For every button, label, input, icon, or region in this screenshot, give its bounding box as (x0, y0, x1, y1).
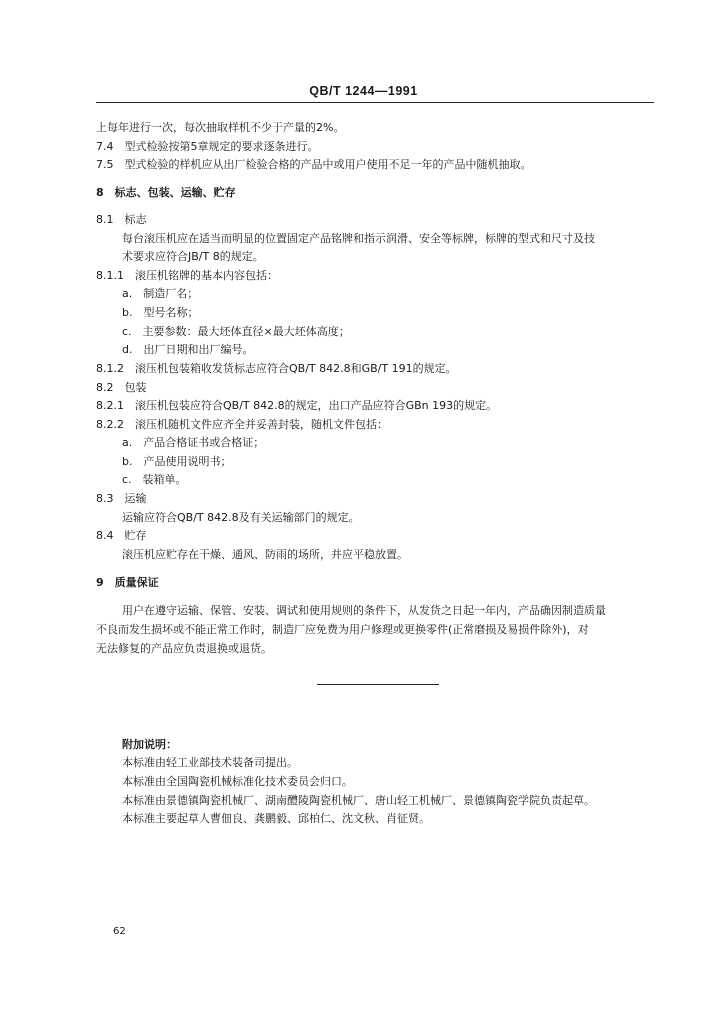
clause-8-2: 8.2 包装 (96, 381, 147, 394)
page-number: 62 (113, 926, 126, 937)
note-line: 本标准由景德镇陶瓷机械厂、湖南醴陵陶瓷机械厂、唐山轻工机械厂、景德镇陶瓷学院负责起草。 (122, 794, 595, 807)
list-item: b. 型号名称； (122, 306, 199, 319)
text-line: 滚压机应贮存在干燥、通风、防雨的场所，并应平稳放置。 (122, 548, 408, 561)
text-line: 用户在遵守运输、保管、安装、调试和使用规则的条件下，从发货之日起一年内，产品确因制造质量 (122, 604, 606, 617)
section-9-heading: 9 质量保证 (96, 576, 159, 589)
text-line: 每台滚压机应在适当而明显的位置固定产品铭牌和指示润滑、安全等标牌，标牌的型式和尺寸及技 (122, 232, 595, 245)
clause-8-1: 8.1 标志 (96, 213, 147, 226)
note-line: 本标准由全国陶瓷机械标准化技术委员会归口。 (122, 775, 353, 788)
text-line: 上每年进行一次，每次抽取样机不少于产量的2%。 (96, 121, 345, 134)
section-8-heading: 8 标志、包装、运输、贮存 (96, 186, 236, 199)
clause-7-5: 7.5 型式检验的样机应从出厂检验合格的产品中或用户使用不足一年的产品中随机抽取。 (96, 158, 532, 171)
note-line: 本标准主要起草人曹佃良、龚鹏毅、邱柏仁、沈文秋、肖征贤。 (122, 812, 430, 825)
clause-8-2-1: 8.2.1 滚压机包装应符合QB/T 842.8的规定，出口产品应符合GBn 193的规定。 (96, 399, 498, 412)
end-rule (317, 684, 439, 685)
header-rule (96, 102, 654, 103)
text-line: 术要求应符合JB/T 8的规定。 (122, 250, 264, 263)
clause-8-3: 8.3 运输 (96, 492, 147, 505)
list-item: a. 制造厂名； (122, 287, 199, 300)
standard-code-header: QB/T 1244—1991 (309, 84, 418, 98)
list-item: a. 产品合格证书或合格证； (122, 436, 265, 449)
clause-8-2-2: 8.2.2 滚压机随机文件应齐全并妥善封装，随机文件包括： (96, 418, 388, 431)
list-item: c. 装箱单。 (122, 473, 187, 486)
list-item: c. 主要参数：最大坯体直径×最大坯体高度； (122, 325, 350, 338)
list-item: d. 出厂日期和出厂编号。 (122, 343, 254, 356)
clause-7-4: 7.4 型式检验按第5章规定的要求逐条进行。 (96, 140, 319, 153)
clause-8-1-2: 8.1.2 滚压机包装箱收发货标志应符合QB/T 842.8和GB/T 191的规定。 (96, 362, 457, 375)
list-item: b. 产品使用说明书； (122, 455, 232, 468)
text-line: 无法修复的产品应负责退换或退货。 (96, 642, 272, 655)
clause-8-4: 8.4 贮存 (96, 529, 147, 542)
text-line: 运输应符合QB/T 842.8及有关运输部门的规定。 (122, 511, 360, 524)
note-line: 本标准由轻工业部技术装备司提出。 (122, 756, 298, 769)
text-line: 不良而发生损坏或不能正常工作时，制造厂应免费为用户修理或更换零件(正常磨损及易损件除外)，对 (96, 623, 589, 636)
notes-title: 附加说明： (122, 738, 177, 751)
clause-8-1-1: 8.1.1 滚压机铭牌的基本内容包括： (96, 269, 278, 282)
